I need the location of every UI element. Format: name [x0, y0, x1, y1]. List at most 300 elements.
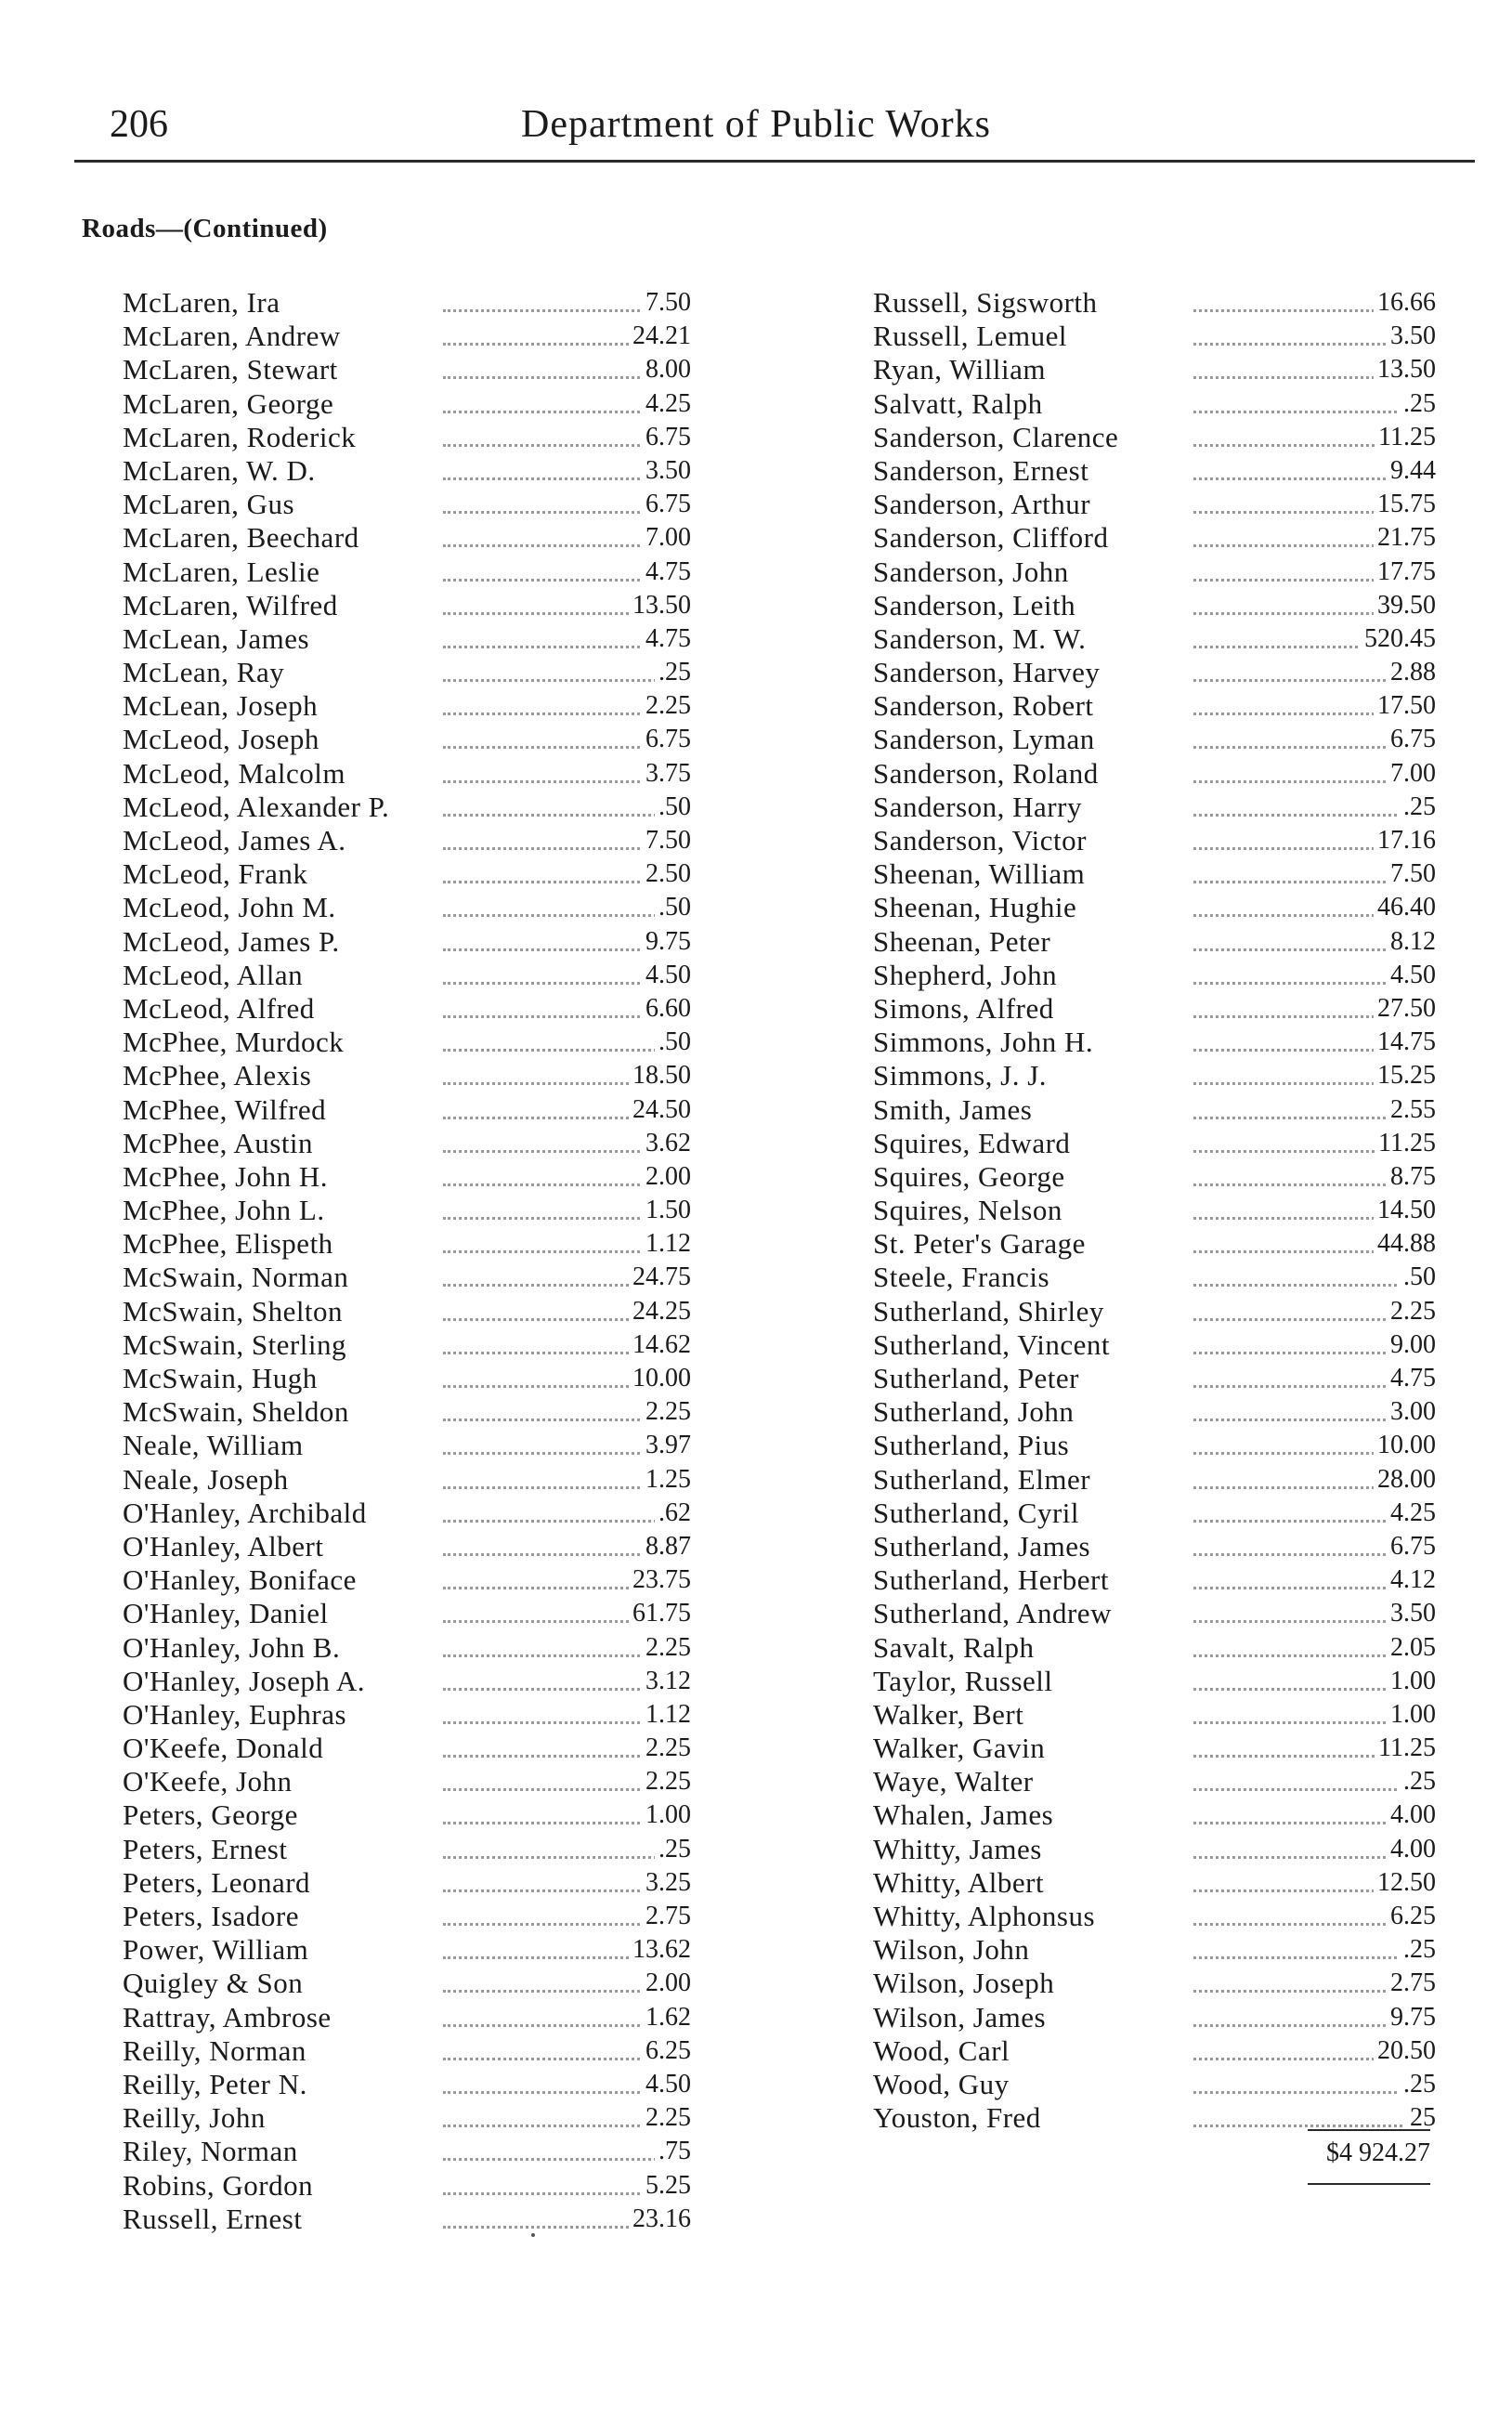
dot-leader — [443, 1746, 657, 1758]
dot-leader — [443, 401, 657, 413]
payee-name: Youston, Fred — [873, 2101, 1047, 2135]
list-item — [123, 891, 691, 924]
payment-amount: 11.25 — [1375, 1127, 1436, 1160]
payee-name: Robins, Gordon — [123, 2169, 319, 2203]
payment-amount: 25 — [1406, 2101, 1436, 2135]
payment-amount: 17.50 — [1374, 689, 1436, 723]
payment-amount: 9.75 — [1387, 2001, 1436, 2034]
list-item — [873, 387, 1436, 421]
payment-amount: 23.16 — [629, 2203, 691, 2236]
list-item — [123, 1463, 691, 1497]
payment-amount: 4.25 — [642, 387, 691, 421]
payment-amount: .25 — [1400, 791, 1436, 824]
list-item — [873, 1093, 1436, 1127]
payment-amount: .50 — [655, 891, 691, 924]
list-item — [873, 723, 1436, 756]
payment-amount: 1.50 — [642, 1194, 691, 1227]
payment-amount: 9.44 — [1387, 454, 1436, 488]
payee-name: Wood, Carl — [873, 2034, 1015, 2068]
dot-leader — [1193, 535, 1402, 547]
dot-leader — [1193, 1477, 1402, 1489]
payment-amount: 4.75 — [642, 622, 691, 656]
dot-leader — [1193, 1746, 1402, 1758]
payment-amount: 14.50 — [1374, 1194, 1436, 1227]
list-item — [873, 454, 1436, 488]
list-item — [123, 757, 691, 791]
dot-leader — [443, 838, 657, 850]
dot-leader — [1193, 771, 1402, 783]
payee-name: Peters, George — [123, 1798, 304, 1832]
header-rule — [74, 160, 1475, 163]
dot-leader — [443, 1880, 657, 1892]
dot-leader — [443, 1309, 657, 1321]
payee-name: McLaren, Wilfred — [123, 589, 344, 622]
list-item — [123, 353, 691, 386]
payee-name: Salvatt, Ralph — [873, 387, 1049, 421]
payment-amount: 17.75 — [1374, 556, 1436, 589]
list-item — [873, 353, 1436, 386]
dot-leader — [1193, 1141, 1402, 1153]
payee-name: McPhee, Wilfred — [123, 1093, 332, 1127]
dot-leader — [443, 367, 657, 379]
list-item — [873, 1933, 1436, 1967]
payee-name: McSwain, Hugh — [123, 1362, 323, 1395]
payee-name: McLaren, Roderick — [123, 421, 361, 454]
payee-name: Wilson, James — [873, 2001, 1051, 2034]
payment-amount: 6.60 — [642, 992, 691, 1026]
list-item — [123, 387, 691, 421]
payment-amount: .25 — [655, 656, 691, 689]
payee-name: Quigley & Son — [123, 1967, 308, 2000]
dot-leader — [443, 2082, 657, 2094]
list-item — [873, 1833, 1436, 1866]
list-item — [873, 521, 1436, 555]
payment-amount: 4.00 — [1387, 1833, 1436, 1866]
payment-amount: 20.50 — [1374, 2034, 1436, 2068]
payment-amount: 6.25 — [642, 2034, 691, 2068]
dot-leader — [443, 2149, 657, 2161]
right-column-list — [873, 286, 1436, 2135]
payment-amount: 2.25 — [642, 1631, 691, 1665]
payment-amount: 15.75 — [1374, 488, 1436, 521]
list-item — [873, 622, 1436, 656]
dot-leader — [1193, 1107, 1402, 1119]
dot-leader — [443, 569, 657, 582]
list-item — [873, 1698, 1436, 1732]
payment-amount: 7.50 — [642, 824, 691, 857]
dot-leader — [1193, 1073, 1402, 1085]
payment-amount: 4.75 — [642, 556, 691, 589]
dot-leader — [443, 670, 657, 682]
payee-name: Sanderson, Clifford — [873, 521, 1114, 555]
list-item — [873, 1026, 1436, 1059]
dot-leader — [1193, 2015, 1402, 2027]
dot-leader — [1193, 1275, 1402, 1287]
dot-leader — [1193, 468, 1402, 480]
payee-name: McLeod, Alexander P. — [123, 791, 395, 824]
payment-amount: 2.25 — [642, 2101, 691, 2135]
payee-name: McSwain, Norman — [123, 1261, 354, 1294]
payment-amount: .50 — [1400, 1261, 1436, 1294]
payment-amount: 18.50 — [629, 1059, 691, 1092]
dot-leader — [1193, 1006, 1402, 1018]
payee-name: Sanderson, Clarence — [873, 421, 1124, 454]
payment-amount: 10.00 — [629, 1362, 691, 1395]
dot-leader — [443, 1611, 657, 1623]
dot-leader — [1193, 939, 1402, 951]
payee-name: McLaren, Stewart — [123, 353, 344, 386]
total-rule-top — [1308, 2129, 1430, 2131]
list-item — [873, 1866, 1436, 1900]
payment-amount: 3.00 — [1387, 1395, 1436, 1429]
list-item — [873, 286, 1436, 320]
dot-leader — [1193, 1914, 1402, 1926]
payment-amount: 2.25 — [642, 1395, 691, 1429]
list-item — [873, 1967, 1436, 2000]
list-item — [873, 1227, 1436, 1261]
dot-leader — [443, 1779, 657, 1791]
dot-leader — [1193, 401, 1402, 413]
list-item — [873, 1900, 1436, 1933]
list-item — [123, 286, 691, 320]
list-item — [123, 622, 691, 656]
dot-leader — [443, 502, 657, 514]
payment-amount: 1.00 — [642, 1798, 691, 1832]
payment-amount: 8.00 — [642, 353, 691, 386]
dot-leader — [1193, 502, 1402, 514]
list-item — [873, 959, 1436, 992]
payment-amount: 3.97 — [642, 1429, 691, 1462]
list-item — [123, 1160, 691, 1194]
dot-leader — [1193, 1510, 1402, 1523]
dot-leader — [1193, 1443, 1402, 1455]
payment-amount: 24.75 — [629, 1261, 691, 1294]
payment-amount: 8.12 — [1387, 925, 1436, 959]
list-item — [873, 1665, 1436, 1698]
payment-amount: 44.88 — [1374, 1227, 1436, 1261]
dot-leader — [443, 1645, 657, 1657]
payee-name: Wilson, John — [873, 1933, 1035, 1967]
payment-amount: 4.25 — [1387, 1497, 1436, 1530]
dot-leader — [443, 973, 657, 985]
list-item — [123, 454, 691, 488]
list-item — [873, 1059, 1436, 1092]
dot-leader — [443, 1241, 657, 1253]
dot-leader — [1193, 1040, 1402, 1052]
list-item — [123, 556, 691, 589]
list-item — [873, 1261, 1436, 1294]
payee-name: Sanderson, Harry — [873, 791, 1088, 824]
dot-leader — [1193, 1679, 1402, 1691]
list-item — [873, 1295, 1436, 1328]
dot-leader — [1193, 1544, 1402, 1556]
payment-amount: 2.25 — [642, 689, 691, 723]
list-item — [123, 1665, 691, 1698]
list-item — [123, 857, 691, 891]
dot-leader — [1193, 1880, 1402, 1892]
payment-amount: 14.75 — [1374, 1026, 1436, 1059]
payee-name: Whitty, Alphonsus — [873, 1900, 1101, 1933]
dot-leader — [1193, 670, 1402, 682]
payee-name: O'Hanley, Daniel — [123, 1597, 334, 1630]
dot-leader — [443, 1006, 657, 1018]
payee-name: McPhee, Alexis — [123, 1059, 317, 1092]
payee-name: Wilson, Joseph — [873, 1967, 1060, 2000]
list-item — [873, 1631, 1436, 1665]
payment-amount: 6.25 — [1387, 1900, 1436, 1933]
dot-leader — [443, 1409, 657, 1421]
payment-amount: 27.50 — [1374, 992, 1436, 1026]
list-item — [123, 589, 691, 622]
dot-leader — [1193, 1611, 1402, 1623]
payment-amount: 1.12 — [642, 1698, 691, 1732]
list-item — [123, 959, 691, 992]
list-item — [873, 2001, 1436, 2034]
list-item — [123, 1127, 691, 1160]
list-item — [873, 791, 1436, 824]
payee-name: McLaren, Gus — [123, 488, 300, 521]
payee-name: Sanderson, M. W. — [873, 622, 1091, 656]
dot-leader — [1193, 1812, 1402, 1824]
payment-amount: .62 — [655, 1497, 691, 1530]
dot-leader — [443, 1141, 657, 1153]
list-item — [123, 1597, 691, 1630]
list-item — [873, 1597, 1436, 1630]
list-item — [873, 1463, 1436, 1497]
payment-amount: 13.50 — [1374, 353, 1436, 386]
payment-amount: 16.66 — [1374, 286, 1436, 320]
payee-name: Peters, Ernest — [123, 1833, 293, 1866]
list-item — [873, 689, 1436, 723]
payee-name: Walker, Bert — [873, 1698, 1029, 1732]
payee-name: McLeod, Frank — [123, 857, 313, 891]
stray-dot-mark — [531, 2233, 535, 2237]
list-item — [123, 1497, 691, 1530]
dot-leader — [1193, 569, 1402, 582]
payee-name: Shepherd, John — [873, 959, 1062, 992]
dot-leader — [443, 2015, 657, 2027]
payment-amount: 6.75 — [1387, 1530, 1436, 1563]
grand-total: $4 924.27 — [1326, 2138, 1430, 2167]
list-item — [873, 589, 1436, 622]
payment-amount: 2.50 — [642, 857, 691, 891]
dot-leader — [443, 1577, 657, 1589]
payee-name: O'Hanley, Euphras — [123, 1698, 352, 1732]
payment-amount: 8.87 — [642, 1530, 691, 1563]
payment-amount: 1.12 — [642, 1227, 691, 1261]
list-item — [873, 1765, 1436, 1798]
payee-name: O'Hanley, Albert — [123, 1530, 329, 1563]
dot-leader — [1193, 1376, 1402, 1388]
payment-amount: 2.00 — [642, 1160, 691, 1194]
list-item — [873, 925, 1436, 959]
payee-name: Reilly, Peter N. — [123, 2068, 313, 2101]
payee-name: O'Hanley, Boniface — [123, 1563, 362, 1597]
payment-amount: .50 — [655, 791, 691, 824]
payment-amount: 9.75 — [642, 925, 691, 959]
payee-name: O'Keefe, John — [123, 1765, 298, 1798]
list-item — [123, 488, 691, 521]
payee-name: Neale, William — [123, 1429, 309, 1462]
payee-name: McLaren, W. D. — [123, 454, 321, 488]
dot-leader — [443, 1947, 657, 1959]
payment-amount: 7.50 — [642, 286, 691, 320]
dot-leader — [443, 1812, 657, 1824]
list-item — [873, 1530, 1436, 1563]
dot-leader — [1193, 1947, 1402, 1959]
payment-amount: 3.25 — [642, 1866, 691, 1900]
payment-amount: 24.50 — [629, 1093, 691, 1127]
payee-name: Sanderson, Ernest — [873, 454, 1094, 488]
dot-leader — [1193, 737, 1402, 749]
dot-leader — [1193, 367, 1402, 379]
payee-name: Sanderson, Robert — [873, 689, 1100, 723]
list-item — [123, 992, 691, 1026]
dot-leader — [443, 603, 657, 615]
list-item — [873, 1429, 1436, 1462]
payee-name: Power, William — [123, 1933, 314, 1967]
payment-amount: 13.50 — [629, 589, 691, 622]
list-item — [123, 824, 691, 857]
list-item — [123, 2169, 691, 2203]
payment-amount: 3.75 — [642, 757, 691, 791]
payee-name: McLeod, James A. — [123, 824, 351, 857]
dot-leader — [443, 703, 657, 715]
page-number: 206 — [110, 103, 168, 146]
payee-name: Sutherland, Peter — [873, 1362, 1085, 1395]
payment-amount: .50 — [655, 1026, 691, 1059]
list-item — [123, 656, 691, 689]
list-item — [873, 1732, 1436, 1765]
list-item — [123, 723, 691, 756]
payment-amount: 8.75 — [1387, 1160, 1436, 1194]
list-item — [873, 1362, 1436, 1395]
payee-name: O'Hanley, Joseph A. — [123, 1665, 371, 1698]
payment-amount: 4.50 — [1387, 959, 1436, 992]
payee-name: Sutherland, James — [873, 1530, 1096, 1563]
payment-amount: 24.21 — [629, 320, 691, 353]
payment-amount: 2.25 — [642, 1765, 691, 1798]
dot-leader — [443, 1443, 657, 1455]
list-item — [873, 857, 1436, 891]
payee-name: Simmons, John H. — [873, 1026, 1099, 1059]
dot-leader — [1193, 1981, 1402, 1993]
dot-leader — [443, 468, 657, 480]
payee-name: Ryan, William — [873, 353, 1051, 386]
payment-amount: 1.25 — [642, 1463, 691, 1497]
payee-name: Sanderson, Victor — [873, 824, 1092, 857]
payee-name: McLaren, Beechard — [123, 521, 365, 555]
list-item — [123, 1093, 691, 1127]
dot-leader — [443, 905, 657, 917]
payment-amount: 61.75 — [629, 1597, 691, 1630]
payment-amount: 3.50 — [642, 454, 691, 488]
dot-leader — [443, 1376, 657, 1388]
dot-leader — [443, 1712, 657, 1724]
dot-leader — [443, 1544, 657, 1556]
list-item — [873, 488, 1436, 521]
payment-amount: 21.75 — [1374, 521, 1436, 555]
dot-leader — [443, 737, 657, 749]
payee-name: McLaren, Ira — [123, 286, 286, 320]
payee-name: Peters, Isadore — [123, 1900, 305, 1933]
dot-leader — [443, 1477, 657, 1489]
payee-name: Sutherland, Cyril — [873, 1497, 1085, 1530]
payee-name: McLeod, Malcolm — [123, 757, 351, 791]
payee-name: McPhee, Murdock — [123, 1026, 349, 1059]
payment-amount: 2.88 — [1387, 656, 1436, 689]
payee-name: Sanderson, Roland — [873, 757, 1104, 791]
list-item — [873, 1563, 1436, 1597]
list-item — [123, 1933, 691, 1967]
payee-name: Simmons, J. J. — [873, 1059, 1052, 1092]
payment-amount: 1.62 — [642, 2001, 691, 2034]
list-item — [123, 925, 691, 959]
dot-leader — [443, 1981, 657, 1993]
dot-leader — [1193, 1645, 1402, 1657]
payee-name: Russell, Lemuel — [873, 320, 1073, 353]
payment-amount: 11.25 — [1375, 421, 1436, 454]
dot-leader — [1193, 435, 1402, 447]
dot-leader — [443, 333, 657, 346]
list-item — [123, 2034, 691, 2068]
payment-amount: 2.05 — [1387, 1631, 1436, 1665]
dot-leader — [1193, 1342, 1402, 1354]
list-item — [123, 1563, 691, 1597]
list-item — [873, 891, 1436, 924]
dot-leader — [1193, 1779, 1402, 1791]
payee-name: Sheenan, William — [873, 857, 1090, 891]
dot-leader — [443, 1847, 657, 1859]
payment-amount: 7.50 — [1387, 857, 1436, 891]
payee-name: Russell, Ernest — [123, 2203, 308, 2236]
dot-leader — [1193, 333, 1402, 346]
list-item — [123, 1530, 691, 1563]
payment-amount: 14.62 — [629, 1328, 691, 1362]
dot-leader — [443, 1107, 657, 1119]
payment-amount: 1.00 — [1387, 1665, 1436, 1698]
list-item — [873, 320, 1436, 353]
payee-name: McLaren, Andrew — [123, 320, 346, 353]
dot-leader — [443, 1914, 657, 1926]
payee-name: O'Hanley, Archibald — [123, 1497, 372, 1530]
list-item — [123, 689, 691, 723]
list-item — [123, 1395, 691, 1429]
list-item — [873, 1160, 1436, 1194]
left-column-list — [123, 286, 691, 2236]
payee-name: McPhee, John H. — [123, 1160, 333, 1194]
list-item — [123, 1328, 691, 1362]
payee-name: McPhee, John L. — [123, 1194, 331, 1227]
payee-name: McLeod, John M. — [123, 891, 342, 924]
list-item — [123, 1900, 691, 1933]
payee-name: McLeod, Joseph — [123, 723, 325, 756]
payee-name: Riley, Norman — [123, 2135, 304, 2168]
dot-leader — [443, 771, 657, 783]
list-item — [123, 1631, 691, 1665]
dot-leader — [443, 939, 657, 951]
dot-leader — [443, 804, 657, 817]
dot-leader — [443, 2216, 657, 2229]
payee-name: Whitty, Albert — [873, 1866, 1049, 1900]
payment-amount: 3.62 — [642, 1127, 691, 1160]
dot-leader — [1193, 300, 1402, 312]
list-item — [123, 1194, 691, 1227]
dot-leader — [1193, 838, 1402, 850]
dot-leader — [443, 1679, 657, 1691]
payee-name: Sanderson, Lyman — [873, 723, 1101, 756]
payee-name: Sanderson, Harvey — [873, 656, 1105, 689]
